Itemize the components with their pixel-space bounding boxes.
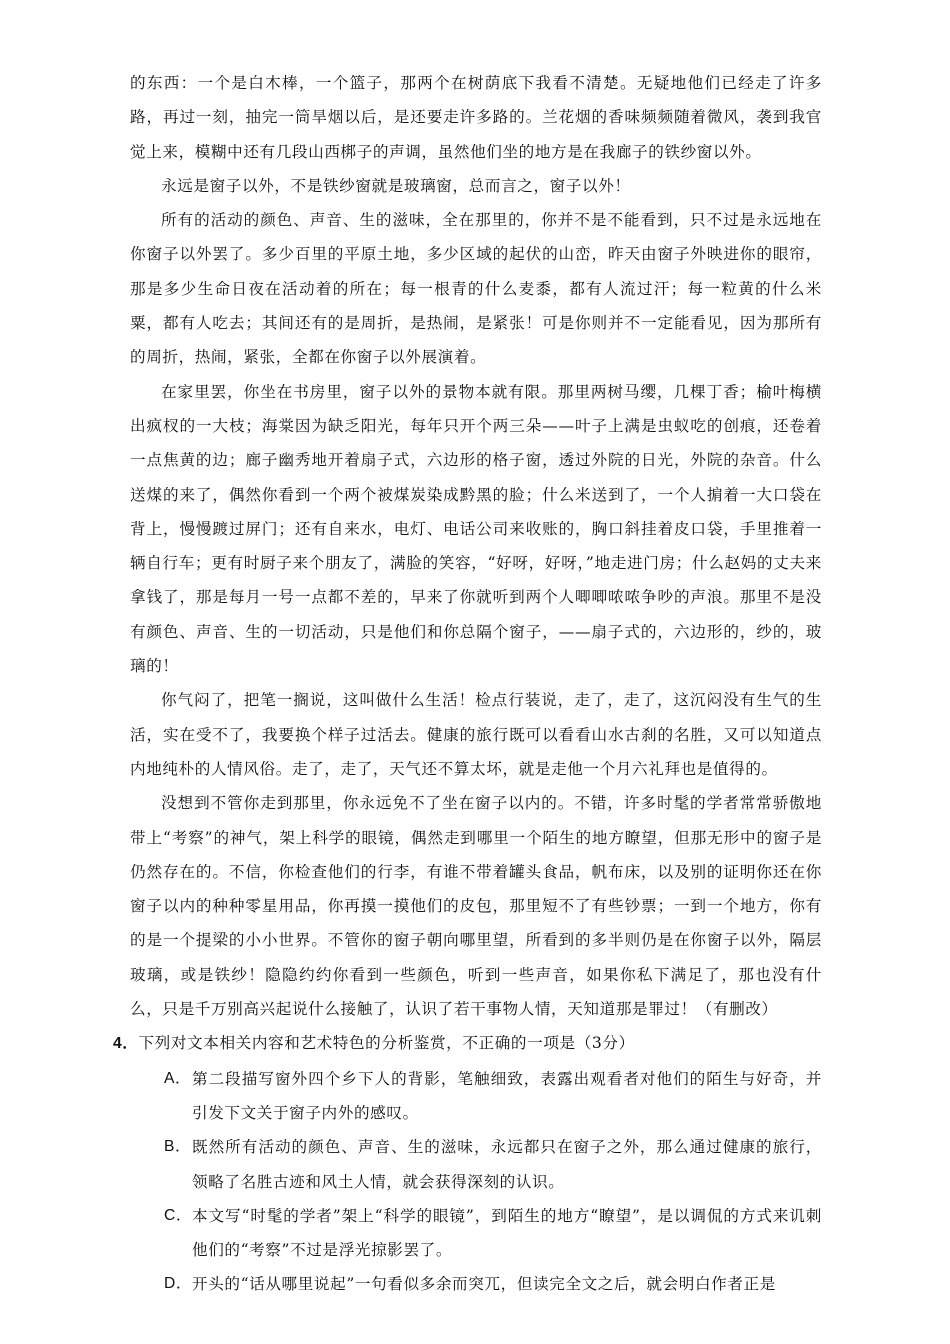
option-text: 第二段描写窗外四个乡下人的背影，笔触细致，表露出观看者对他们的陌生与好奇，并引发下文关于窗子内外的感叹。 bbox=[192, 1069, 822, 1122]
passage-paragraph: 没想到不管你走到那里，你永远免不了坐在窗子以内的。不错，许多时髦的学者常常骄傲地带上“考察”的神气，架上科学的眼镜，偶然走到哪里一个陌生的地方瞭望，但那无形中的窗子是仍然存在的。不信，你检查他们的行李，有谁不带着罐头食品，帆布床，以及别的证明你还在你窗子以内的种种零星用品，你再摸一摸他们的皮包，那里短不了有些钞票；一到一个地方，你有的是一个提梁的小小世界。不管你的窗子朝向哪里望，所看到的多半则仍是在你窗子以外，隔层玻璃，或是铁纱！隐隐约约你看到一些颜色，听到一些声音，如果你私下满足了，那也没有什么，只是千万别高兴起说什么接触了，认识了若干事物人情，天知道那是罪过！（有删改） bbox=[130, 794, 822, 1019]
option-letter: B． bbox=[164, 1138, 192, 1156]
option-b bbox=[164, 1130, 822, 1199]
option-letter: A． bbox=[164, 1069, 192, 1087]
passage-paragraph: 你气闷了，把笔一搁说，这叫做什么生活！检点行装说，走了，走了，这沉闷没有生气的生活，实在受不了，我要换个样子过活去。健康的旅行既可以看看山水古刹的名胜，又可以知道点内地纯朴的人情风俗。走了，走了，天气还不算太坏，就是走他一个月六礼拜也是值得的。 bbox=[130, 691, 822, 778]
option-text: 本文写“时髦的学者”架上“科学的眼镜”，到陌生的地方“瞭望”，是以调侃的方式来讥刺他们的“考察”不过是浮光掠影罢了。 bbox=[192, 1206, 822, 1260]
option-text: 既然所有活动的颜色、声音、生的滋味，永远都只在窗子之外，那么通过健康的旅行，领略了名胜古迹和风土人情，就会获得深刻的认识。 bbox=[192, 1138, 822, 1191]
question-stem bbox=[113, 1026, 822, 1061]
question-4 bbox=[113, 1026, 822, 1301]
question-text: 下列对文本相关内容和艺术特色的分析鉴赏，不正确的一项是（3分） bbox=[138, 1034, 635, 1053]
question-number: 4． bbox=[113, 1035, 139, 1053]
option-letter: D． bbox=[164, 1275, 193, 1293]
option-letter: C． bbox=[164, 1206, 193, 1224]
passage-paragraph: 所有的活动的颜色、声音、生的滋味，全在那里的，你并不是不能看到，只不过是永远地在你窗子以外罢了。多少百里的平原土地，多少区域的起伏的山峦，昨天由窗子外映进你的眼帘，那是多少生命日夜在活动着的所在；每一根青的什么麦黍，都有人流过汗；每一粒黄的什么米粟，都有人吃去；其间还有的是周折，是热闹，是紧张！可是你则并不一定能看见，因为那所有的周折，热闹，紧张，全都在你窗子以外展演着。 bbox=[130, 211, 822, 367]
option-c bbox=[164, 1199, 822, 1268]
option-d bbox=[164, 1267, 822, 1301]
passage-paragraph: 在家里罢，你坐在书房里，窗子以外的景物本就有限。那里两树马缨，几棵丁香；榆叶梅横出疯杈的一大枝；海棠因为缺乏阳光，每年只开个两三朵——叶子上满是虫蚁吃的创痕，还卷着一点焦黄的边；廊子幽秀地开着扇子式，六边形的格子窗，透过外院的日光，外院的杂音。什么送煤的来了，偶然你看到一个两个被煤炭染成黔黑的脸；什么米送到了，一个人掮着一大口袋在背上，慢慢踱过屏门；还有自来水，电灯、电话公司来收账的，胸口斜挂着皮口袋，手里推着一辆自行车；更有时厨子来个朋友了，满脸的笑容，“好呀，好呀，”地走进门房；什么赵妈的丈夫来拿钱了，那是每月一号一点都不差的，早来了你就听到两个人唧唧哝哝争吵的声浪。那里不是没有颜色、声音、生的一切活动，只是他们和你总隔个窗子，——扇子式的，六边形的，纱的，玻璃的！ bbox=[130, 382, 822, 676]
passage-body bbox=[113, 66, 822, 1302]
passage-paragraph: 的东西：一个是白木棒，一个篮子，那两个在树荫底下我看不清楚。无疑地他们已经走了许多路，再过一刻，抽完一筒旱烟以后，是还要走许多路的。兰花烟的香味频频随着微风，袭到我官觉上来，模糊中还有几段山西梆子的声调，虽然他们坐的地方是在我廊子的铁纱窗以外。 bbox=[130, 74, 822, 161]
option-a bbox=[164, 1062, 822, 1131]
passage-paragraph: 永远是窗子以外，不是铁纱窗就是玻璃窗，总而言之，窗子以外！ bbox=[161, 176, 631, 195]
option-text: 开头的“话从哪里说起”一句看似多余而突兀，但读完全文之后，就会明白作者正是 bbox=[192, 1275, 776, 1294]
